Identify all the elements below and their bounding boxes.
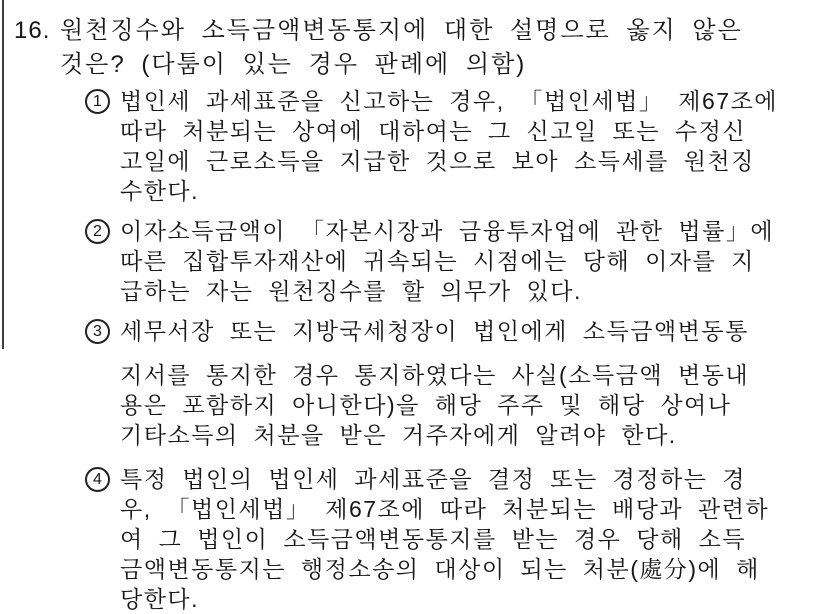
text-line: 특정 법인의 법인세 과세표준을 결정 또는 경정하는 경 — [120, 466, 747, 492]
text-line: 따른 집합투자재산에 귀속되는 시점에는 당해 이자를 지 — [120, 248, 755, 274]
question-line: 원천징수와 소득금액변동통지에 대한 설명으로 옳지 않은 — [60, 17, 743, 44]
choice-2 — [85, 216, 818, 306]
text-line: 지서를 통지한 경우 통지하였다는 사실(소득금액 변동내 — [120, 362, 750, 388]
text-line: 수한다. — [120, 178, 200, 204]
choice-2-digit: 2 — [93, 222, 102, 240]
question-line: 것은? (다툼이 있는 경우 판례에 의함) — [60, 51, 527, 78]
choice-3-text — [120, 316, 818, 450]
question-number: 16. — [14, 17, 51, 44]
text-line: 우, 「법인세법」 제67조에 따라 처분되는 배당과 관련하 — [120, 496, 770, 522]
choice-2-text — [120, 216, 818, 306]
choice-4-text — [120, 464, 818, 614]
question-text — [60, 14, 808, 82]
choice-1-circled-number — [85, 89, 110, 114]
text-line: 고일에 근로소득을 지급한 것으로 보아 소득세를 원천징 — [120, 148, 755, 174]
text-line: 이자소득금액이 「자본시장과 금융투자업에 관한 법률」에 — [120, 218, 775, 244]
choice-4-circled-number — [85, 467, 110, 492]
text-line: 용은 포함하지 아니한다)을 해당 주주 및 해당 상여나 — [120, 392, 732, 418]
text-line: 따라 처분되는 상여에 대하여는 그 신고일 또는 수정신 — [120, 118, 747, 144]
choice-1-text — [120, 86, 818, 206]
choice-3-circled-number — [85, 319, 110, 344]
left-column-divider — [2, 0, 4, 349]
choice-4 — [85, 464, 818, 614]
choice-4-digit: 4 — [93, 470, 102, 488]
choice-2-circled-number — [85, 219, 110, 244]
text-line: 금액변동통지는 행정소송의 대상이 되는 처분(處分)에 해 — [120, 556, 760, 582]
choice-3-digit: 3 — [93, 322, 102, 340]
text-line: 기타소득의 처분을 받은 거주자에게 알려야 한다. — [120, 422, 677, 448]
text-line: 여 그 법인이 소득금액변동통지를 받는 경우 당해 소득 — [120, 526, 747, 552]
text-line: 세무서장 또는 지방국세청장이 법인에게 소득금액변동통 — [120, 318, 749, 344]
question-block — [14, 14, 808, 82]
choice-3 — [85, 316, 818, 450]
choice-1-digit: 1 — [93, 92, 102, 110]
text-line: 법인세 과세표준을 신고하는 경우, 「법인세법」 제67조에 — [120, 88, 779, 114]
text-line: 당한다. — [120, 586, 200, 612]
choice-1 — [85, 86, 818, 206]
text-line: 급하는 자는 원천징수를 할 의무가 있다. — [120, 278, 582, 304]
